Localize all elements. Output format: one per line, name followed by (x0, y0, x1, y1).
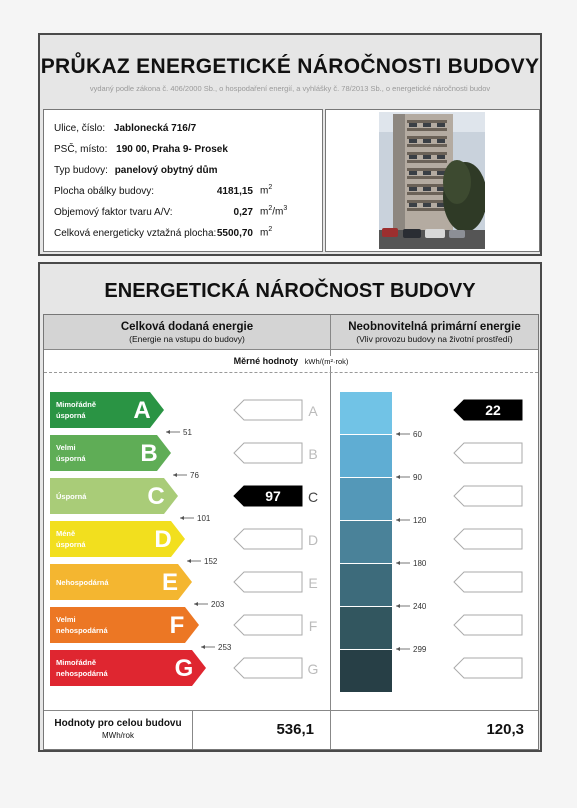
building-photo (379, 112, 485, 249)
total-delivered-value: 536,1 (276, 721, 314, 738)
specific-values-label: Měrné hodnoty (233, 356, 299, 366)
delivered-threshold-arrowhead-2 (173, 473, 177, 477)
primary-marker-value: 22 (485, 402, 501, 418)
delivered-threshold-arrowhead-3 (180, 516, 184, 520)
primary-subheading: (Vliv provozu budovy na životní prostředí) (356, 334, 513, 344)
primary-bar-a (340, 392, 392, 434)
primary-marker-d (454, 529, 522, 549)
delivered-threshold-2: 76 (190, 471, 199, 480)
primary-threshold-arrowhead-1 (396, 432, 400, 436)
delivered-marker-g (234, 658, 302, 678)
class-name-a-line1: Mimořádně (56, 400, 97, 409)
delivered-marker-letter-b: B (308, 446, 318, 462)
delivered-subheading: (Energie na vstupu do budovy) (129, 334, 245, 344)
street-row (54, 123, 196, 134)
delivered-marker-letter-c: C (307, 489, 319, 505)
delivered-marker-b (234, 443, 302, 463)
building-info-box (43, 109, 323, 252)
delivered-threshold-5: 203 (211, 600, 225, 609)
class-name-b-line2: úsporná (56, 454, 86, 463)
delivered-threshold-arrowhead-1 (166, 430, 170, 434)
primary-marker-e (454, 572, 522, 592)
delivered-marker-f (234, 615, 302, 635)
area-unit: $m^2$ (260, 184, 273, 197)
class-name-f-line2: nehospodárná (56, 626, 108, 635)
primary-bar-b (340, 435, 392, 477)
delivered-marker-a (234, 400, 302, 420)
delivered-marker-letter-a: A (308, 403, 318, 419)
class-letter-e: E (161, 569, 179, 596)
class-name-e: Nehospodárná (56, 578, 109, 587)
delivered-marker-letter-e: E (308, 575, 318, 591)
primary-marker-f (454, 615, 522, 635)
area-label: Plocha obálky budovy: (54, 186, 155, 197)
primary-threshold-1: 60 (413, 430, 422, 439)
shape-unit: $m^2/m^3$ (260, 205, 288, 218)
primary-heading: Neobnovitelná primární energie (348, 321, 521, 333)
delivered-energy-header (44, 315, 330, 350)
class-letter-g: G (174, 655, 194, 682)
class-letter-d: D (154, 526, 172, 553)
primary-bar-e (340, 564, 392, 606)
delivered-threshold-arrowhead-5 (194, 602, 198, 606)
primary-threshold-2: 90 (413, 473, 422, 482)
primary-threshold-arrowhead-2 (396, 475, 400, 479)
primary-marker-c (454, 486, 522, 506)
class-letter-c: C (147, 483, 165, 510)
primary-marker-g (454, 658, 522, 678)
primary-bar-c (340, 478, 392, 520)
class-letter-b: B (140, 440, 158, 467)
primary-bar-d (340, 521, 392, 563)
shape-value: 0,27 (233, 207, 253, 218)
building-totals-row (44, 710, 538, 749)
primary-bar-g (340, 650, 392, 692)
delivered-threshold-6: 253 (218, 643, 232, 652)
class-name-a-line2: úsporná (56, 411, 86, 420)
psc-label: PSČ, místo: (54, 144, 108, 155)
totals-label: Hodnoty pro celou budovu (54, 718, 182, 729)
type-row (54, 165, 218, 176)
ref-value: 5500,70 (216, 228, 253, 239)
class-name-b-line1: Velmi (56, 443, 76, 452)
street-value: Jablonecká 716/7 (113, 123, 197, 134)
energy-class-scale (44, 372, 538, 702)
delivered-marker-letter-f: F (308, 618, 318, 634)
primary-threshold-6: 299 (413, 645, 427, 654)
primary-threshold-3: 120 (413, 516, 427, 525)
delivered-marker-value: 97 (265, 488, 281, 504)
primary-bar-f (340, 607, 392, 649)
class-name-d-line1: Méně (56, 529, 76, 538)
class-letter-f: F (169, 612, 185, 639)
delivered-marker-letter-d: D (307, 532, 319, 548)
ref-unit: $m^2$ (260, 226, 273, 239)
delivered-threshold-arrowhead-6 (201, 645, 205, 649)
certificate-subtitle: vydaný podle zákona č. 406/2000 Sb., o hospodaření energií, a vyhlášky č. 78/2013 Sb., o energetické náročnosti budov (89, 84, 491, 93)
totals-label-cell (44, 711, 193, 749)
delivered-threshold-4: 152 (204, 557, 218, 566)
class-name-d-line2: úsporná (56, 540, 86, 549)
primary-threshold-arrowhead-3 (396, 518, 400, 522)
ref-label: Celková energeticky vztažná plocha: (54, 228, 217, 239)
type-label: Typ budovy: (54, 165, 108, 176)
delivered-heading: Celková dodaná energie (120, 321, 254, 333)
certificate-header-panel (38, 33, 542, 256)
class-name-g-line1: Mimořádně (56, 658, 97, 667)
psc-row (54, 144, 228, 155)
specific-values-unit: kWh/(m²·rok) (304, 357, 349, 366)
primary-threshold-5: 240 (413, 602, 427, 611)
building-photo-frame (325, 109, 540, 252)
delivered-marker-e (234, 572, 302, 592)
certificate-title: PRŮKAZ ENERGETICKÉ NÁROČNOSTI BUDOVY (40, 55, 540, 78)
primary-marker-b (454, 443, 522, 463)
delivered-marker-d (234, 529, 302, 549)
shape-label: Objemový faktor tvaru A/V: (54, 207, 173, 218)
class-name-f-line1: Velmi (56, 615, 76, 624)
specific-values-bar (44, 350, 538, 373)
delivered-threshold-1: 51 (183, 428, 192, 437)
primary-energy-header (331, 315, 538, 350)
type-value: panelový obytný dům (114, 165, 218, 176)
delivered-threshold-arrowhead-4 (187, 559, 191, 563)
energy-performance-panel (38, 262, 542, 752)
class-name-c: Úsporná (56, 492, 87, 501)
delivered-marker-letter-g: G (307, 661, 319, 677)
class-letter-a: A (133, 397, 151, 424)
primary-threshold-arrowhead-6 (396, 647, 400, 651)
delivered-threshold-3: 101 (197, 514, 211, 523)
section-title: ENERGETICKÁ NÁROČNOST BUDOVY (104, 280, 476, 302)
area-value: 4181,15 (216, 186, 253, 197)
total-primary-value: 120,3 (486, 721, 524, 738)
street-label: Ulice, číslo: (54, 123, 106, 134)
psc-value: 190 00, Praha 9- Prosek (116, 144, 228, 155)
specific-values-text (231, 356, 352, 366)
class-name-g-line2: nehospodárná (56, 669, 108, 678)
totals-unit: MWh/rok (102, 731, 134, 740)
primary-threshold-4: 180 (413, 559, 427, 568)
primary-threshold-arrowhead-4 (396, 561, 400, 565)
energy-scale-table (43, 314, 539, 750)
primary-threshold-arrowhead-5 (396, 604, 400, 608)
